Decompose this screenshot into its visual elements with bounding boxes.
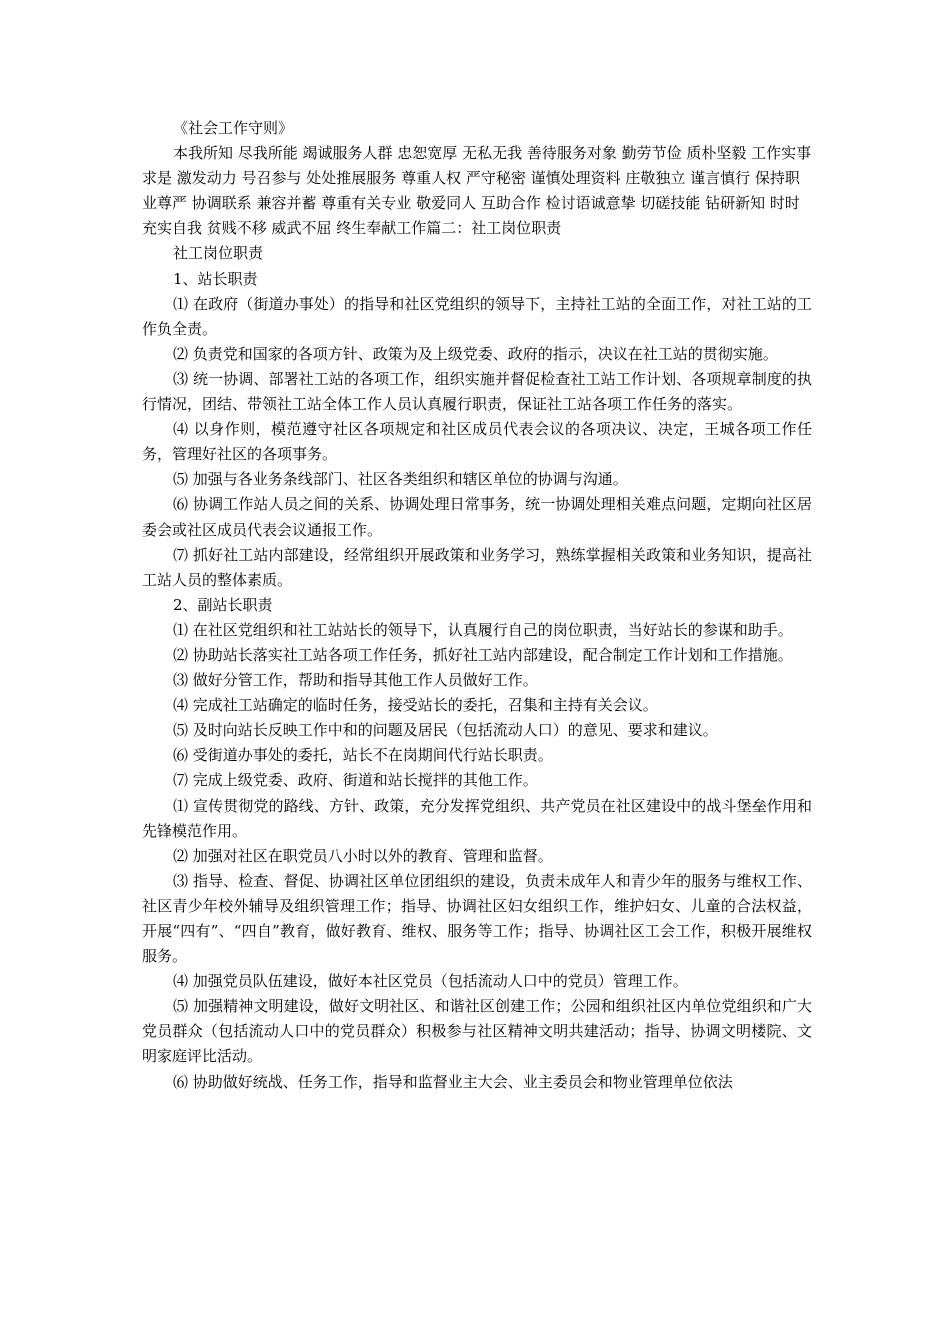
paragraph: ⑴ 在政府（街道办事处）的指导和社区党组织的领导下，主持社工站的全面工作，对社工站的工作负全责。 [142, 294, 812, 338]
subsection-heading-deputy-head: 2、副站长职责 [173, 595, 273, 614]
section-heading: 社工岗位职责 [173, 244, 264, 263]
paragraph: ⑸ 及时向站长反映工作中和的问题及居民（包括流动人口）的意见、要求和建议。 [173, 721, 718, 740]
paragraph: ⑹ 受街道办事处的委托，站长不在岗期间代行站长职责。 [173, 746, 553, 765]
paragraph: ⑵ 负责党和国家的各项方针、政策为及上级党委、政府的指示，决议在社工站的贯彻实施。 [173, 344, 778, 363]
paragraph: ⑶ 统一协调、部署社工站的各项工作，组织实施并督促检查社工站工作计划、各项规章制度的执行情况，团结、带领社工站全体工作人员认真履行职责，保证社工站各项工作任务的落实。 [142, 369, 812, 414]
paragraph: ⑶ 指导、检查、督促、协调社区单位团组织的建设，负责未成年人和青少年的服务与维权工作、社区青少年校外辅导及组织管理工作；指导、协调社区妇女组织工作，维护妇女、儿童的合法权益，开展“四有”、“四自”教育，做好教育、维权、服务等工作；指导、协调社区工会工作，积极开展维权服务。 [142, 871, 812, 966]
paragraph: ⑵ 协助站长落实社工站各项工作任务，抓好社工站内部建设，配合制定工作计划和工作措施。 [173, 645, 793, 664]
paragraph: ⑸ 加强与各业务条线部门、社区各类组织和辖区单位的协调与沟通。 [173, 470, 628, 489]
paragraph: ⑴ 宣传贯彻党的路线、方针、政策，充分发挥党组织、共产党员在社区建设中的战斗堡垒作用和先锋模范作用。 [142, 796, 812, 840]
paragraph: ⑷ 以身作则，模范遵守社区各项规定和社区成员代表会议的各项决议、决定，王城各项工作任务，管理好社区的各项事务。 [142, 420, 812, 464]
paragraph: ⑺ 抓好社工站内部建设，经常组织开展政策和业务学习，熟练掌握相关政策和业务知识，提高社工站人员的整体素质。 [142, 545, 812, 589]
paragraph: ⑴ 在社区党组织和社工站站长的领导下，认真履行自己的岗位职责，当好站长的参谋和助手。 [173, 620, 793, 639]
paragraph: ⑷ 加强党员队伍建设，做好本社区党员（包括流动人口中的党员）管理工作。 [173, 972, 688, 991]
paragraph-code-of-conduct: 本我所知 尽我所能 竭诚服务人群 忠恕宽厚 无私无我 善待服务对象 勤劳节俭 质朴坚毅 工作实事求是 激发动力 号召参与 处处推展服务 尊重人权 严守秘密 谨慎处理资料 庄敬独立 谨言慎行 保持职业尊严 协调联系 兼容并蓄 尊重有关专业 敬爱同人 互助合作 检讨语诚意挚 切磋技能 钻研新知 时时充实自我 贫贱不移 威武不屈 终生奉献工作篇二：社工岗位职责 [142, 144, 812, 238]
paragraph: ⑺ 完成上级党委、政府、街道和站长搅拌的其他工作。 [173, 771, 538, 790]
paragraph: ⑷ 完成社工站确定的临时任务，接受站长的委托，召集和主持有关会议。 [173, 696, 658, 715]
document-title: 《社会工作守则》 [173, 119, 294, 137]
paragraph: ⑹ 协调工作站人员之间的关系、协调处理日常事务，统一协调处理相关难点问题，定期向社区居委会或社区成员代表会议通报工作。 [142, 495, 812, 539]
paragraph: ⑸ 加强精神文明建设，做好文明社区、和谐社区创建工作；公园和组织社区内单位党组织和广大党员群众（包括流动人口中的党员群众）积极参与社区精神文明共建活动；指导、协调文明楼院、文明家庭评比活动。 [142, 997, 812, 1066]
paragraph: ⑹ 协助做好统战、任务工作，指导和监督业主大会、业主委员会和物业管理单位依法 [173, 1072, 733, 1091]
paragraph: ⑶ 做好分管工作，帮助和指导其他工作人员做好工作。 [173, 671, 538, 690]
paragraph: ⑵ 加强对社区在职党员八小时以外的教育、管理和监督。 [173, 846, 553, 865]
document-page [142, 116, 812, 1095]
subsection-heading-station-head: 1、站长职责 [173, 269, 258, 288]
